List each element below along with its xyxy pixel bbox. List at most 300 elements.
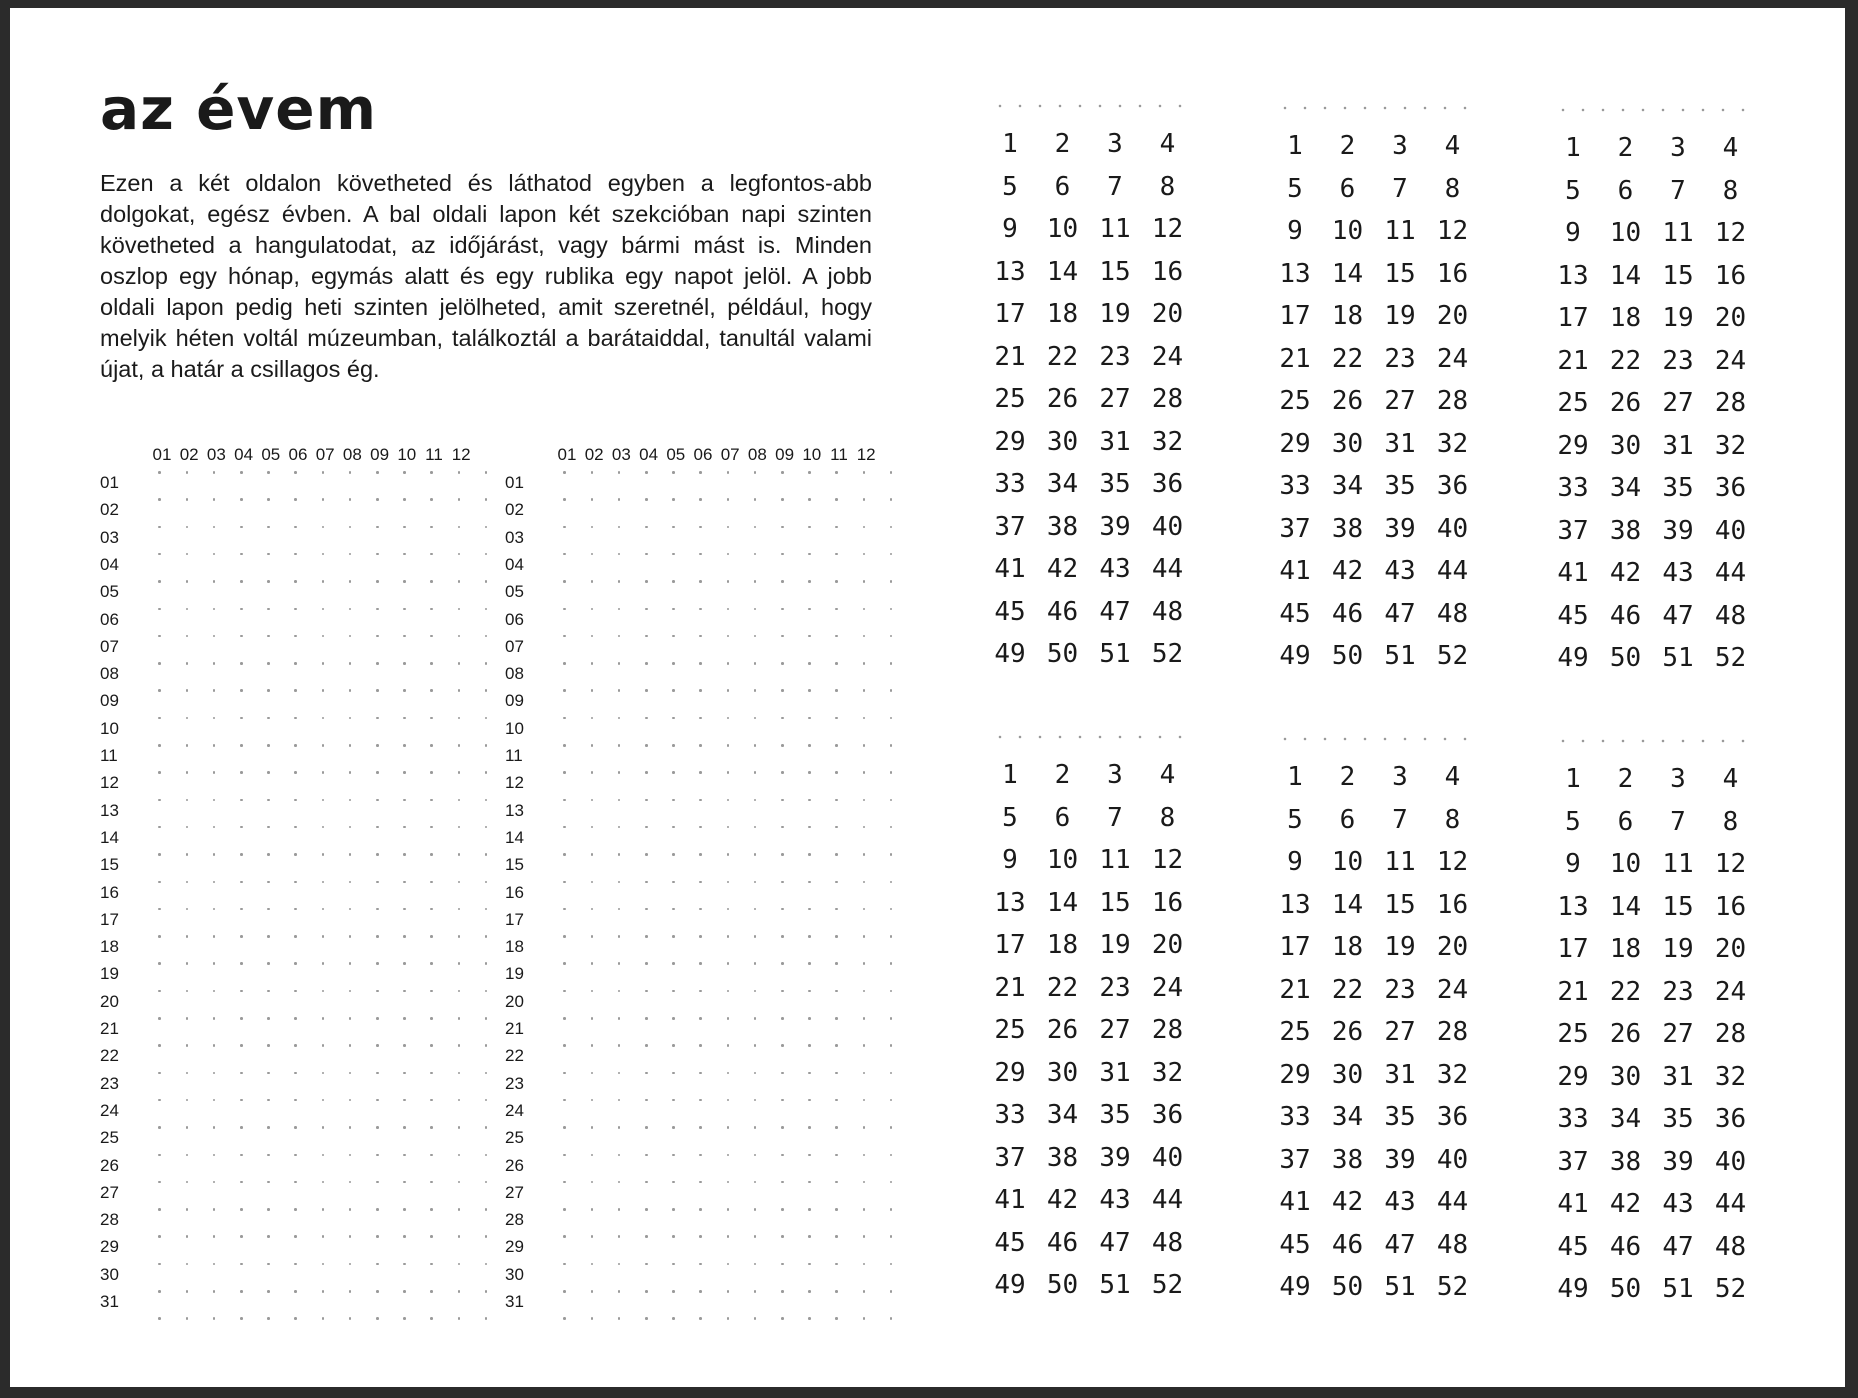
grid-dot[interactable] [322,580,325,583]
grid-dot[interactable] [485,498,488,501]
grid-dot[interactable] [403,1235,406,1238]
grid-dot[interactable] [294,990,297,993]
grid-dot[interactable] [754,1290,757,1293]
grid-dot[interactable] [563,1126,566,1129]
grid-dot[interactable] [485,1126,488,1129]
grid-dot[interactable] [563,1181,566,1184]
grid-dot[interactable] [186,553,189,556]
grid-dot[interactable] [699,662,702,665]
week-number[interactable]: 50 [1046,1270,1079,1300]
grid-dot[interactable] [645,1208,648,1211]
grid-dot[interactable] [618,744,621,747]
week-number[interactable]: 25 [1279,1017,1311,1047]
grid-dot[interactable] [430,771,433,774]
grid-dot[interactable] [376,1181,379,1184]
grid-dot[interactable] [322,935,325,938]
grid-dot[interactable] [213,744,216,747]
grid-dot[interactable] [349,962,352,965]
week-number[interactable]: 38 [1046,1142,1079,1173]
grid-dot[interactable] [672,635,675,638]
grid-dot[interactable] [727,717,730,720]
grid-dot[interactable] [294,908,297,911]
grid-dot[interactable] [322,1072,325,1075]
week-number[interactable]: 28 [1714,388,1747,418]
grid-dot[interactable] [186,1235,189,1238]
grid-dot[interactable] [754,635,757,638]
grid-dot[interactable] [186,908,189,911]
grid-dot[interactable] [890,826,893,829]
week-number[interactable]: 43 [1662,1189,1694,1219]
week-number[interactable]: 35 [1099,469,1131,499]
grid-dot[interactable] [645,1317,648,1320]
grid-dot[interactable] [727,1072,730,1075]
grid-dot[interactable] [267,526,270,529]
grid-dot[interactable] [186,853,189,856]
grid-dot[interactable] [213,1154,216,1157]
grid-dot[interactable] [863,962,866,965]
week-number[interactable]: 52 [1151,639,1184,669]
grid-dot[interactable] [591,526,594,529]
week-number[interactable]: 42 [1609,558,1642,588]
week-number[interactable]: 32 [1436,428,1469,459]
week-number[interactable]: 18 [1046,930,1079,960]
week-number[interactable]: 27 [1662,1019,1694,1049]
grid-dot[interactable] [563,1017,566,1020]
grid-dot[interactable] [458,498,461,501]
week-number[interactable]: 18 [1609,934,1642,964]
week-number[interactable]: 29 [1557,1061,1589,1092]
week-number[interactable]: 47 [1384,1229,1416,1260]
grid-dot[interactable] [294,771,297,774]
grid-dot[interactable] [835,635,838,638]
grid-dot[interactable] [563,580,566,583]
grid-dot[interactable] [781,1181,784,1184]
grid-dot[interactable] [267,689,270,692]
grid-dot[interactable] [458,1317,461,1320]
week-number[interactable]: 24 [1436,974,1469,1005]
week-number[interactable]: 23 [1099,341,1131,372]
week-number[interactable]: 6 [1054,171,1071,202]
grid-dot[interactable] [213,853,216,856]
week-number[interactable]: 52 [1151,1270,1184,1300]
grid-dot[interactable] [672,1208,675,1211]
grid-dot[interactable] [699,689,702,692]
grid-dot[interactable] [645,717,648,720]
week-number[interactable]: 28 [1151,1015,1184,1045]
grid-dot[interactable] [890,1181,893,1184]
grid-dot[interactable] [430,608,433,611]
grid-dot[interactable] [754,689,757,692]
grid-dot[interactable] [294,799,297,802]
grid-dot[interactable] [863,1154,866,1157]
grid-dot[interactable] [563,498,566,501]
week-number[interactable]: 38 [1046,511,1079,542]
week-number[interactable]: 25 [994,1015,1026,1045]
week-number[interactable]: 43 [1384,1187,1416,1217]
grid-dot[interactable] [458,908,461,911]
week-number[interactable]: 40 [1714,515,1747,546]
week-number[interactable]: 3 [1670,764,1686,794]
week-number[interactable]: 22 [1331,343,1364,374]
week-number[interactable]: 46 [1331,598,1364,629]
grid-dot[interactable] [213,580,216,583]
grid-dot[interactable] [699,1044,702,1047]
week-number[interactable]: 9 [1002,845,1018,875]
grid-dot[interactable] [754,662,757,665]
week-number[interactable]: 33 [1557,473,1589,503]
grid-dot[interactable] [699,990,702,993]
grid-dot[interactable] [727,1290,730,1293]
grid-dot[interactable] [158,471,161,474]
grid-dot[interactable] [376,1044,379,1047]
grid-dot[interactable] [158,635,161,638]
grid-dot[interactable] [645,881,648,884]
grid-dot[interactable] [672,1263,675,1266]
grid-dot[interactable] [754,1208,757,1211]
grid-dot[interactable] [618,1126,621,1129]
grid-dot[interactable] [808,553,811,556]
grid-dot[interactable] [376,1099,379,1102]
week-number[interactable]: 48 [1151,596,1184,627]
week-number[interactable]: 35 [1662,1104,1694,1134]
week-number[interactable]: 39 [1384,1144,1416,1175]
grid-dot[interactable] [403,771,406,774]
grid-dot[interactable] [186,1317,189,1320]
week-number[interactable]: 50 [1609,643,1642,673]
grid-dot[interactable] [618,1317,621,1320]
grid-dot[interactable] [672,689,675,692]
week-number[interactable]: 14 [1331,258,1364,289]
week-number[interactable]: 16 [1151,256,1184,287]
week-number[interactable]: 10 [1331,847,1364,877]
grid-dot[interactable] [240,853,243,856]
grid-dot[interactable] [485,635,488,638]
week-number[interactable]: 34 [1331,1102,1364,1132]
grid-dot[interactable] [430,799,433,802]
grid-dot[interactable] [618,526,621,529]
grid-dot[interactable] [890,526,893,529]
grid-dot[interactable] [781,635,784,638]
grid-dot[interactable] [158,1290,161,1293]
grid-dot[interactable] [890,580,893,583]
grid-dot[interactable] [403,717,406,720]
grid-dot[interactable] [294,1263,297,1266]
grid-dot[interactable] [485,962,488,965]
grid-dot[interactable] [186,1017,189,1020]
grid-dot[interactable] [186,580,189,583]
grid-dot[interactable] [186,962,189,965]
week-number[interactable]: 50 [1046,639,1079,669]
grid-dot[interactable] [322,1208,325,1211]
grid-dot[interactable] [672,1044,675,1047]
grid-dot[interactable] [890,771,893,774]
grid-dot[interactable] [349,881,352,884]
grid-dot[interactable] [781,1044,784,1047]
grid-dot[interactable] [563,1235,566,1238]
grid-dot[interactable] [618,635,621,638]
grid-dot[interactable] [890,553,893,556]
grid-dot[interactable] [781,908,784,911]
grid-dot[interactable] [349,635,352,638]
grid-dot[interactable] [835,1099,838,1102]
grid-dot[interactable] [672,1017,675,1020]
grid-dot[interactable] [186,935,189,938]
grid-dot[interactable] [591,799,594,802]
grid-dot[interactable] [458,1290,461,1293]
grid-dot[interactable] [835,744,838,747]
grid-dot[interactable] [591,771,594,774]
grid-dot[interactable] [618,1181,621,1184]
week-number[interactable]: 25 [1557,388,1589,418]
grid-dot[interactable] [294,853,297,856]
week-number[interactable]: 42 [1609,1189,1642,1219]
week-number[interactable]: 44 [1714,1189,1747,1219]
grid-dot[interactable] [863,990,866,993]
grid-dot[interactable] [430,1017,433,1020]
grid-dot[interactable] [485,662,488,665]
grid-dot[interactable] [376,1154,379,1157]
grid-dot[interactable] [240,1235,243,1238]
grid-dot[interactable] [349,1017,352,1020]
grid-dot[interactable] [186,1208,189,1211]
week-number[interactable]: 47 [1384,598,1416,629]
grid-dot[interactable] [863,1208,866,1211]
week-number[interactable]: 4 [1722,764,1739,794]
grid-dot[interactable] [267,908,270,911]
week-number[interactable]: 5 [1287,804,1303,835]
grid-dot[interactable] [645,471,648,474]
grid-dot[interactable] [835,1263,838,1266]
grid-dot[interactable] [890,1263,893,1266]
grid-dot[interactable] [618,1072,621,1075]
week-number[interactable]: 40 [1714,1146,1747,1177]
week-number[interactable]: 20 [1151,930,1184,960]
grid-dot[interactable] [376,526,379,529]
grid-dot[interactable] [781,853,784,856]
grid-dot[interactable] [835,1235,838,1238]
grid-dot[interactable] [430,962,433,965]
grid-dot[interactable] [240,962,243,965]
grid-dot[interactable] [349,1126,352,1129]
grid-dot[interactable] [835,471,838,474]
grid-dot[interactable] [322,799,325,802]
week-number[interactable]: 20 [1436,932,1469,962]
week-number[interactable]: 35 [1384,471,1416,501]
grid-dot[interactable] [376,881,379,884]
week-number[interactable]: 37 [1279,1144,1311,1175]
grid-dot[interactable] [754,853,757,856]
grid-dot[interactable] [294,1290,297,1293]
grid-dot[interactable] [563,1290,566,1293]
grid-dot[interactable] [563,635,566,638]
week-number[interactable]: 52 [1436,641,1469,671]
week-number[interactable]: 10 [1331,216,1364,246]
grid-dot[interactable] [754,553,757,556]
grid-dot[interactable] [890,853,893,856]
grid-dot[interactable] [563,881,566,884]
grid-dot[interactable] [267,1072,270,1075]
grid-dot[interactable] [835,662,838,665]
grid-dot[interactable] [322,1235,325,1238]
week-number[interactable]: 26 [1046,1015,1079,1045]
week-number[interactable]: 17 [1279,301,1311,331]
grid-dot[interactable] [376,744,379,747]
grid-dot[interactable] [781,1154,784,1157]
grid-dot[interactable] [672,498,675,501]
grid-dot[interactable] [727,635,730,638]
week-number[interactable]: 21 [994,972,1026,1003]
grid-dot[interactable] [563,662,566,665]
grid-dot[interactable] [890,1154,893,1157]
grid-dot[interactable] [645,662,648,665]
week-number[interactable]: 16 [1714,260,1747,291]
grid-dot[interactable] [591,1072,594,1075]
week-number[interactable]: 42 [1046,1185,1079,1215]
week-number[interactable]: 31 [1384,428,1416,459]
grid-dot[interactable] [267,799,270,802]
grid-dot[interactable] [403,1099,406,1102]
week-number[interactable]: 24 [1436,343,1469,374]
grid-dot[interactable] [890,1317,893,1320]
grid-dot[interactable] [376,935,379,938]
grid-dot[interactable] [618,1154,621,1157]
week-number[interactable]: 11 [1384,847,1416,877]
grid-dot[interactable] [186,608,189,611]
week-number[interactable]: 27 [1662,388,1694,418]
week-number[interactable]: 27 [1384,1017,1416,1047]
week-number[interactable]: 22 [1331,974,1364,1005]
week-number[interactable]: 51 [1099,639,1131,669]
grid-dot[interactable] [699,771,702,774]
week-number[interactable]: 19 [1384,301,1416,331]
week-number[interactable]: 6 [1339,804,1356,835]
week-number[interactable]: 41 [1279,556,1311,586]
grid-dot[interactable] [322,553,325,556]
grid-dot[interactable] [294,526,297,529]
week-number[interactable]: 44 [1436,556,1469,586]
grid-dot[interactable] [754,1235,757,1238]
grid-dot[interactable] [267,853,270,856]
grid-dot[interactable] [781,689,784,692]
grid-dot[interactable] [645,553,648,556]
grid-dot[interactable] [322,1044,325,1047]
grid-dot[interactable] [403,1072,406,1075]
week-number[interactable]: 29 [994,1057,1026,1088]
grid-dot[interactable] [403,935,406,938]
week-number[interactable]: 13 [1279,258,1311,289]
week-number[interactable]: 23 [1662,345,1694,376]
week-number[interactable]: 41 [1279,1187,1311,1217]
grid-dot[interactable] [458,744,461,747]
week-number[interactable]: 12 [1151,214,1184,244]
grid-dot[interactable] [863,717,866,720]
grid-dot[interactable] [863,881,866,884]
week-number[interactable]: 3 [1670,133,1686,163]
grid-dot[interactable] [835,553,838,556]
grid-dot[interactable] [699,1290,702,1293]
grid-dot[interactable] [376,608,379,611]
grid-dot[interactable] [835,1154,838,1157]
grid-dot[interactable] [294,580,297,583]
grid-dot[interactable] [618,717,621,720]
grid-dot[interactable] [699,853,702,856]
grid-dot[interactable] [863,1263,866,1266]
grid-dot[interactable] [267,935,270,938]
grid-dot[interactable] [863,662,866,665]
week-number[interactable]: 16 [1151,887,1184,918]
grid-dot[interactable] [863,799,866,802]
week-number[interactable]: 2 [1617,764,1634,794]
grid-dot[interactable] [158,662,161,665]
grid-dot[interactable] [485,526,488,529]
grid-dot[interactable] [645,1154,648,1157]
grid-dot[interactable] [645,689,648,692]
grid-dot[interactable] [781,498,784,501]
grid-dot[interactable] [808,1099,811,1102]
grid-dot[interactable] [563,908,566,911]
week-number[interactable]: 40 [1436,1144,1469,1175]
grid-dot[interactable] [699,881,702,884]
grid-dot[interactable] [890,962,893,965]
grid-dot[interactable] [349,553,352,556]
grid-dot[interactable] [376,1072,379,1075]
grid-dot[interactable] [645,1235,648,1238]
grid-dot[interactable] [349,1208,352,1211]
grid-dot[interactable] [591,1181,594,1184]
grid-dot[interactable] [158,553,161,556]
week-number[interactable]: 19 [1099,930,1131,960]
grid-dot[interactable] [563,1208,566,1211]
grid-dot[interactable] [781,799,784,802]
grid-dot[interactable] [240,1154,243,1157]
grid-dot[interactable] [591,908,594,911]
grid-dot[interactable] [430,717,433,720]
week-number[interactable]: 34 [1046,469,1079,499]
week-number[interactable]: 41 [1557,558,1589,588]
grid-dot[interactable] [727,1317,730,1320]
grid-dot[interactable] [672,471,675,474]
grid-dot[interactable] [458,689,461,692]
grid-dot[interactable] [563,608,566,611]
grid-dot[interactable] [699,1181,702,1184]
grid-dot[interactable] [890,498,893,501]
week-number[interactable]: 3 [1107,129,1123,159]
grid-dot[interactable] [591,1290,594,1293]
grid-dot[interactable] [835,881,838,884]
grid-dot[interactable] [186,526,189,529]
grid-dot[interactable] [403,1290,406,1293]
grid-dot[interactable] [485,881,488,884]
week-number[interactable]: 40 [1151,1142,1184,1173]
grid-dot[interactable] [485,1235,488,1238]
week-number[interactable]: 28 [1151,384,1184,414]
grid-dot[interactable] [267,1317,270,1320]
week-number[interactable]: 3 [1107,760,1123,790]
grid-dot[interactable] [349,908,352,911]
grid-dot[interactable] [591,471,594,474]
grid-dot[interactable] [403,1208,406,1211]
grid-dot[interactable] [672,1154,675,1157]
grid-dot[interactable] [213,1290,216,1293]
grid-dot[interactable] [458,580,461,583]
grid-dot[interactable] [754,1263,757,1266]
grid-dot[interactable] [672,1099,675,1102]
grid-dot[interactable] [645,498,648,501]
grid-dot[interactable] [781,881,784,884]
grid-dot[interactable] [294,935,297,938]
grid-dot[interactable] [618,853,621,856]
grid-dot[interactable] [808,962,811,965]
